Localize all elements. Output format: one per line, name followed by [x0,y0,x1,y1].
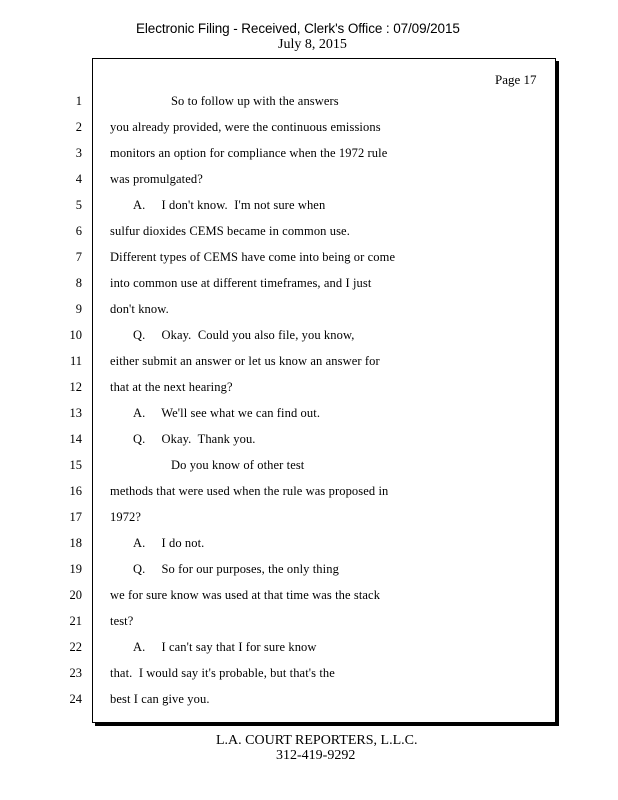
transcript-line: monitors an option for compliance when the 1972 rule [110,146,388,160]
transcript-line: A. We'll see what we can find out. [133,406,321,420]
line-number: 6 [75,224,82,238]
transcript-line: methods that were used when the rule was proposed in [110,484,389,498]
line-number: 4 [75,172,82,186]
transcript-line: don't know. [110,302,169,316]
transcript-line: So to follow up with the answers [171,94,339,108]
transcript-line: A. I can't say that I for sure know [133,640,317,654]
line-number: 2 [75,120,82,134]
filing-stamp: Electronic Filing - Received, Clerk's Office : 07/09/2015 [136,21,460,36]
transcript-line: Do you know of other test [171,458,305,472]
court-reporter-phone: 312-419-9292 [276,748,356,763]
page-number: Page 17 [495,72,537,87]
line-number: 16 [69,484,82,498]
transcript-line: 1972? [110,510,142,524]
line-number: 19 [69,562,82,576]
court-reporter-name: L.A. COURT REPORTERS, L.L.C. [216,733,418,748]
line-number: 12 [69,380,82,394]
transcript-line: Q. Okay. Could you also file, you know, [133,328,355,342]
line-number: 1 [75,94,82,108]
transcript-line: into common use at different timeframes, and I just [110,276,372,290]
transcript-line: you already provided, were the continuous emissions [110,120,381,134]
line-number: 11 [69,354,82,368]
line-number: 9 [75,302,82,316]
transcript-line: that at the next hearing? [110,380,233,394]
line-number: 5 [75,198,82,212]
line-number: 13 [69,406,82,420]
line-number: 24 [69,692,82,706]
transcript-line: we for sure know was used at that time was the stack [110,588,381,602]
line-number: 7 [75,250,82,264]
transcript-line: was promulgated? [110,172,203,186]
line-number: 18 [69,536,82,550]
transcript-line: A. I don't know. I'm not sure when [133,198,326,212]
line-number: 17 [69,510,82,524]
line-number: 15 [69,458,82,472]
document-date: July 8, 2015 [278,37,347,52]
line-number: 10 [69,328,82,342]
line-number: 22 [69,640,82,654]
line-number: 3 [75,146,82,160]
transcript-line: test? [110,614,134,628]
transcript-line: A. I do not. [133,536,205,550]
line-number: 8 [75,276,82,290]
transcript-line: sulfur dioxides CEMS became in common use. [110,224,350,238]
line-number: 14 [69,432,82,446]
line-number: 20 [69,588,82,602]
transcript-line: Q. So for our purposes, the only thing [133,562,339,576]
transcript-line: Q. Okay. Thank you. [133,432,256,446]
line-number: 23 [69,666,82,680]
transcript-line: either submit an answer or let us know an answer for [110,354,380,368]
transcript-line: Different types of CEMS have come into being or come [110,250,396,264]
transcript-line: best I can give you. [110,692,210,706]
line-number: 21 [69,614,82,628]
transcript-line: that. I would say it's probable, but that's the [110,666,335,680]
